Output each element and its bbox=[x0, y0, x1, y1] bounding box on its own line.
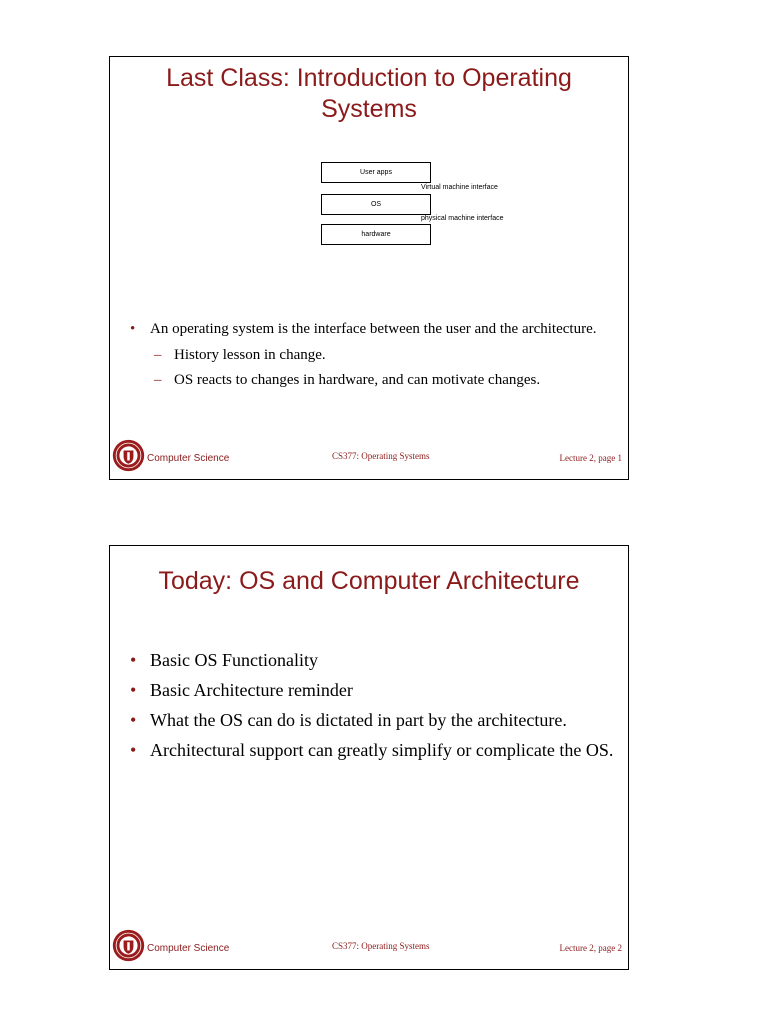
sub-bullet-item: – OS reacts to changes in hardware, and can motivate changes. bbox=[150, 368, 618, 393]
os-box: OS bbox=[321, 194, 431, 215]
university-seal-icon bbox=[112, 439, 145, 472]
page-number: Lecture 2, page 2 bbox=[559, 943, 622, 953]
sub-bullet-item: – History lesson in change. bbox=[150, 343, 618, 368]
university-seal-icon bbox=[112, 929, 145, 962]
bullet-item bbox=[110, 319, 628, 393]
bullet-list bbox=[110, 648, 628, 768]
bullet-item: • Architectural support can greatly simplify or complicate the OS. bbox=[110, 738, 628, 763]
bullet-item: • What the OS can do is dictated in part by the architecture. bbox=[110, 708, 628, 733]
bullet-item: • Basic Architecture reminder bbox=[110, 678, 628, 703]
bullet-text: An operating system is the interface between the user and the architecture. bbox=[150, 321, 597, 337]
course-label: CS377: Operating Systems bbox=[332, 451, 430, 461]
slide-title-line-1: Last Class: Introduction to Operating bbox=[166, 64, 572, 92]
slide-title-line-2: Systems bbox=[321, 95, 417, 123]
slide-title bbox=[110, 63, 628, 125]
department-label: Computer Science bbox=[147, 453, 230, 464]
virtual-machine-interface-label: Virtual machine interface bbox=[421, 184, 498, 191]
slide-footer bbox=[110, 929, 628, 963]
slide-footer bbox=[110, 439, 628, 473]
hardware-box: hardware bbox=[321, 224, 431, 245]
sub-bullet-list bbox=[150, 343, 618, 393]
physical-machine-interface-label: physical machine interface bbox=[421, 215, 504, 222]
bullet-item: • Basic OS Functionality bbox=[110, 648, 628, 673]
course-label: CS377: Operating Systems bbox=[332, 941, 430, 951]
page-number: Lecture 2, page 1 bbox=[559, 453, 622, 463]
slide-title: Today: OS and Computer Architecture bbox=[158, 567, 580, 595]
slide-2 bbox=[109, 545, 629, 970]
department-label: Computer Science bbox=[147, 943, 230, 954]
bullet-list bbox=[110, 319, 628, 393]
user-apps-box: User apps bbox=[321, 162, 431, 183]
slide-1 bbox=[109, 56, 629, 480]
